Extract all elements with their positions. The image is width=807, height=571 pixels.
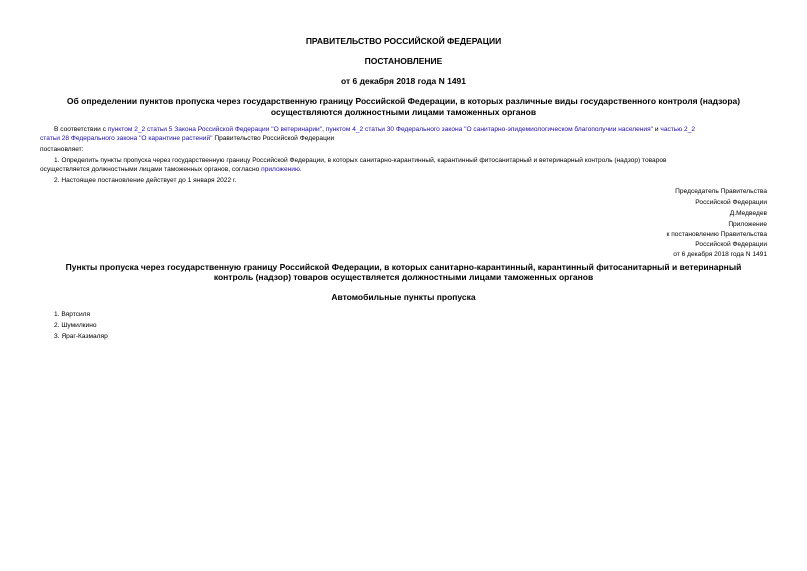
preamble-text: и (653, 126, 661, 133)
appendix-title-line1: Пункты пропуска через государственную границу Российской Федерации, в которых санитарно-карантинный, карантинный фитосанитарный и ветеринарный (65, 262, 742, 272)
signature-position: Председатель Правительства (675, 188, 767, 195)
document-title-line1: Об определении пунктов пропуска через государственную границу Российской Федерации, в которых различные виды государственного контроля (надзора) (66, 96, 741, 106)
appendix-ref-line2: к постановлению Правительства (666, 231, 767, 238)
document-title-line2: осуществляются должностными лицами таможенных органов (270, 107, 537, 117)
document-type: ПОСТАНОВЛЕНИЕ (364, 56, 443, 66)
appendix-ref-date: от 6 декабря 2018 года N 1491 (673, 251, 767, 258)
appendix-label: Приложение (728, 221, 767, 228)
item-1-line1: 1. Определить пункты пропуска через государственную границу Российской Федерации, в которых санитарно-карантинный, карантинный фитосанитарный и ветеринарный контроль (надзор) товаров (54, 157, 667, 164)
list-item: 3. Яраг-Казмаляр (54, 333, 108, 340)
signature-name: Д.Медведев (729, 210, 767, 217)
item-1-line2 (40, 166, 302, 175)
signature-country: Российской Федерации (695, 199, 767, 206)
appendix-ref-line3: Российской Федерации (695, 241, 767, 248)
preamble-decrees: постановляет: (40, 146, 84, 153)
section-heading: Автомобильные пункты пропуска (331, 292, 476, 302)
link-appendix[interactable]: приложению (261, 166, 300, 173)
preamble-line1 (54, 126, 695, 135)
link-veterinary-law[interactable]: пунктом 2_2 статьи 5 Закона Российской Федерации "О ветеринарии" (107, 126, 323, 133)
link-plant-quarantine-part[interactable]: частью 2_2 (660, 126, 696, 133)
item-1-text: осуществляется должностными лицами таможенных органов, согласно (40, 166, 262, 173)
item-1-end: . (299, 166, 302, 173)
list-item: 2. Шумилкино (54, 322, 97, 329)
appendix-title-line2: контроль (надзор) товаров осуществляется должностными лицами таможенных органов (213, 272, 594, 282)
list-item: 1. Вяртсиля (54, 311, 91, 318)
preamble-line2 (40, 135, 334, 144)
preamble-text: В соответствии с (54, 126, 108, 133)
link-plant-quarantine-law[interactable]: статьи 28 Федерального закона "О карантине растений" (40, 135, 213, 142)
link-sanitary-law[interactable]: пунктом 4_2 статьи 30 Федерального закона "О санитарно-эпидемиологическом благополучии населения" (325, 126, 654, 133)
preamble-text: , (322, 126, 326, 133)
item-2: 2. Настоящее постановление действует до 1 января 2022 г. (54, 177, 237, 184)
preamble-text: Правительство Российской Федерации (212, 135, 335, 142)
document-date-number: от 6 декабря 2018 года N 1491 (340, 76, 467, 86)
government-heading: ПРАВИТЕЛЬСТВО РОССИЙСКОЙ ФЕДЕРАЦИИ (305, 36, 502, 46)
